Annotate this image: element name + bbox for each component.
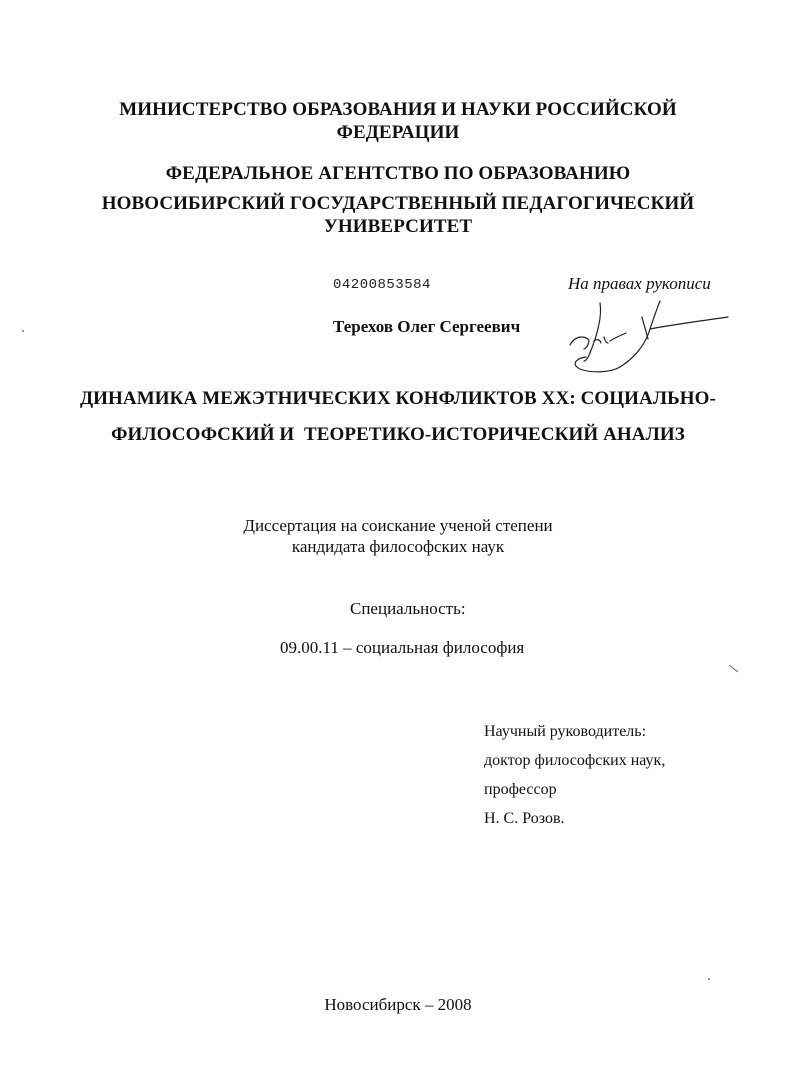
supervisor-name: Н. С. Розов. — [484, 810, 565, 827]
supervisor-label: Научный руководитель: — [484, 723, 647, 740]
specialty-value: 09.00.11 – социальная философия — [280, 638, 525, 657]
supervisor-block — [484, 717, 665, 833]
description-line-1: Диссертация на соискание ученой степени — [243, 516, 553, 535]
ministry-line-2: ФЕДЕРАЦИИ — [336, 122, 460, 143]
university-line-1: НОВОСИБИРСКИЙ ГОСУДАРСТВЕННЫЙ ПЕДАГОГИЧЕСКИЙ — [101, 193, 695, 214]
title-line-2: ФИЛОСОФСКИЙ И ТЕОРЕТИКО-ИСТОРИЧЕСКИЙ АНАЛИЗ — [111, 424, 685, 445]
supervisor-degree: доктор философских наук, — [484, 752, 666, 769]
scan-speck — [708, 978, 710, 980]
description-line-2: кандидата философских наук — [291, 537, 505, 556]
registration-number: 04200853584 — [333, 277, 431, 293]
university-heading — [0, 192, 796, 238]
scan-speck — [22, 330, 24, 332]
dissertation-description — [0, 515, 796, 557]
scan-mark — [728, 664, 740, 674]
dissertation-title — [0, 381, 796, 453]
signature-image — [560, 295, 735, 375]
rights-note: На правах рукописи — [568, 274, 711, 293]
title-line-1: ДИНАМИКА МЕЖЭТНИЧЕСКИХ КОНФЛИКТОВ XX: СОЦИАЛЬНО- — [80, 388, 716, 409]
supervisor-rank: профессор — [484, 781, 557, 798]
agency-heading: ФЕДЕРАЛЬНОЕ АГЕНТСТВО ПО ОБРАЗОВАНИЮ — [165, 163, 631, 184]
ministry-line-1: МИНИСТЕРСТВО ОБРАЗОВАНИЯ И НАУКИ РОССИЙСКОЙ — [119, 99, 677, 120]
city-year: Новосибирск – 2008 — [324, 995, 472, 1014]
specialty-label: Специальность: — [350, 599, 466, 618]
author-name: Терехов Олег Сергеевич — [333, 317, 521, 336]
ministry-heading — [0, 98, 796, 144]
university-line-2: УНИВЕРСИТЕТ — [323, 216, 473, 237]
